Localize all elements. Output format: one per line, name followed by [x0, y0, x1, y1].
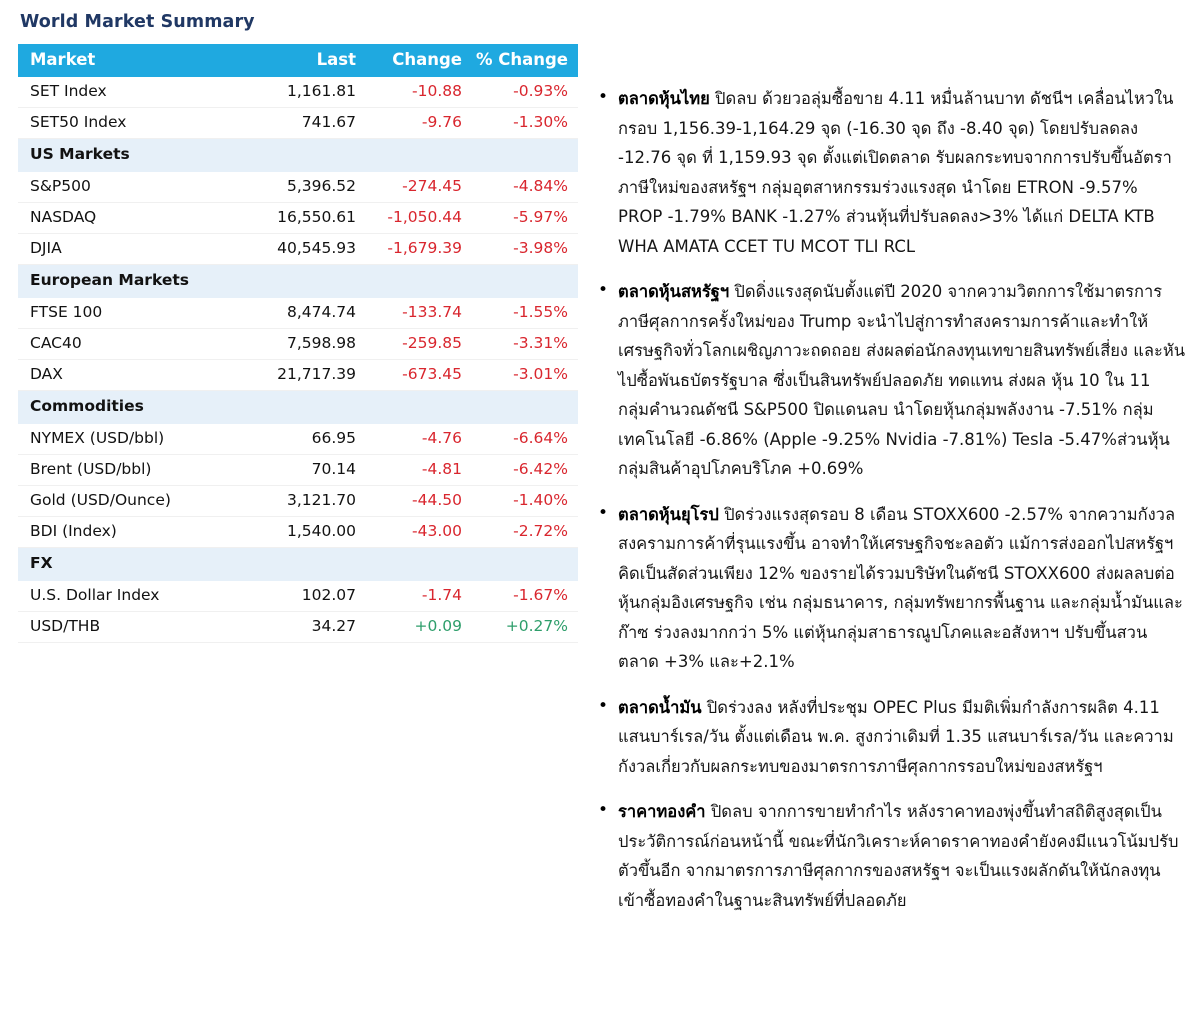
commentary-lead: ตลาดหุ้นไทย: [618, 89, 710, 108]
cell-market-name: CAC40: [18, 329, 250, 360]
cell-last: 34.27: [250, 612, 366, 643]
market-table-panel: [18, 12, 578, 643]
cell-market-name: NYMEX (USD/bbl): [18, 424, 250, 455]
commentary-list: [596, 84, 1186, 915]
table-row[interactable]: [18, 172, 578, 203]
cell-last: 1,540.00: [250, 517, 366, 548]
table-row[interactable]: [18, 77, 578, 108]
column-header-market: Market: [18, 44, 250, 77]
table-section-row: [18, 548, 578, 581]
cell-change: -10.88: [366, 77, 472, 108]
commentary-lead: ตลาดน้ำมัน: [618, 697, 702, 717]
cell-market-name: DAX: [18, 360, 250, 391]
cell-market-name: Brent (USD/bbl): [18, 455, 250, 486]
cell-pct-change: +0.27%: [472, 612, 578, 643]
cell-last: 1,161.81: [250, 77, 366, 108]
table-row[interactable]: [18, 203, 578, 234]
table-row[interactable]: [18, 424, 578, 455]
cell-pct-change: -0.93%: [472, 77, 578, 108]
cell-last: 7,598.98: [250, 329, 366, 360]
cell-change: +0.09: [366, 612, 472, 643]
cell-market-name: Gold (USD/Ounce): [18, 486, 250, 517]
cell-change: -4.76: [366, 424, 472, 455]
cell-market-name: USD/THB: [18, 612, 250, 643]
section-label: US Markets: [18, 139, 578, 172]
table-section-row: [18, 391, 578, 424]
table-row[interactable]: [18, 486, 578, 517]
table-row[interactable]: [18, 360, 578, 391]
table-header-row: [18, 44, 578, 77]
commentary-body: ปิดร่วงแรงสุดรอบ 8 เดือน STOXX600 -2.57% จากความกังวลสงครามการค้าที่รุนแรงขึ้น อาจทำให้เศรษฐกิจชะลอตัว แม้การส่งออกไปสหรัฐฯ คิดเป็นสัดส่วนเพียง 12% ของรายได้รวมบริษัทในดัชนี STOXX600 ส่งผลลบต่อหุ้นกลุ่มอิงเศรษฐกิจ เช่น กลุ่มธนาคาร, กลุ่มทรัพยากรพื้นฐาน และกลุ่มน้ำมันและก๊าซ ร่วงลงมากกว่า 5% แต่หุ้นกลุ่มสาธารณูปโภคและอสังหาฯ ปรับขึ้นสวนตลาด +3% และ+2.1%: [618, 504, 1183, 671]
commentary-body: ปิดลบ ด้วยวอลุ่มซื้อขาย 4.11 หมื่นล้านบาท ดัชนีฯ เคลื่อนไหวในกรอบ 1,156.39-1,164.29 จุด (-16.30 จุด ถึง -8.40 จุด) โดยปรับลดลง -12.76 จุด ที่ 1,159.93 จุด ตั้งแต่เปิดตลาด รับผลกระทบจากการปรับขึ้นอัตราภาษีใหม่ของสหรัฐฯ กลุ่มอุตสาหกรรมร่วงแรงสุด นำโดย ETRON -9.57% PROP -1.79% BANK -1.27% ส่วนหุ้นที่ปรับลดลง>3% ได้แก่ DELTA KTB WHA AMATA CCET TU MCOT TLI RCL: [618, 89, 1174, 256]
cell-pct-change: -4.84%: [472, 172, 578, 203]
cell-pct-change: -1.40%: [472, 486, 578, 517]
section-label: FX: [18, 548, 578, 581]
cell-market-name: FTSE 100: [18, 298, 250, 329]
table-row[interactable]: [18, 298, 578, 329]
table-row[interactable]: [18, 234, 578, 265]
cell-change: -274.45: [366, 172, 472, 203]
table-row[interactable]: [18, 329, 578, 360]
cell-market-name: NASDAQ: [18, 203, 250, 234]
commentary-lead: ตลาดหุ้นสหรัฐฯ: [618, 282, 730, 301]
cell-last: 40,545.93: [250, 234, 366, 265]
cell-pct-change: -5.97%: [472, 203, 578, 234]
cell-last: 66.95: [250, 424, 366, 455]
cell-change: -133.74: [366, 298, 472, 329]
cell-pct-change: -1.30%: [472, 108, 578, 139]
section-label: Commodities: [18, 391, 578, 424]
cell-change: -44.50: [366, 486, 472, 517]
cell-last: 16,550.61: [250, 203, 366, 234]
commentary-item: [596, 693, 1186, 782]
cell-pct-change: -2.72%: [472, 517, 578, 548]
cell-pct-change: -6.42%: [472, 455, 578, 486]
table-row[interactable]: [18, 581, 578, 612]
cell-pct-change: -1.67%: [472, 581, 578, 612]
commentary-item: [596, 797, 1186, 915]
cell-change: -9.76: [366, 108, 472, 139]
cell-pct-change: -3.31%: [472, 329, 578, 360]
cell-last: 8,474.74: [250, 298, 366, 329]
column-header-change: Change: [366, 44, 472, 77]
cell-market-name: SET Index: [18, 77, 250, 108]
cell-last: 102.07: [250, 581, 366, 612]
commentary-item: [596, 84, 1186, 261]
commentary-body: ปิดดิ่งแรงสุดนับตั้งแต่ปี 2020 จากความวิตกการใช้มาตรการภาษีศุลกากรครั้งใหม่ของ Trump จะนำไปสู่การทำสงครามการค้าและทำให้เศรษฐกิจทั่วโลกเผชิญภาวะถดถอย ส่งผลต่อนักลงทุนเทขายสินทรัพย์เสี่ยง และหันไปซื้อพันธบัตรรัฐบาล ซึ่งเป็นสินทรัพย์ปลอดภัย ทดแทน ส่งผล หุ้น 10 ใน 11 กลุ่มคำนวณดัชนี S&P500 ปิดแดนลบ นำโดยหุ้นกลุ่มพลังงาน -7.51% กลุ่มเทคโนโลยี -6.86% (Apple -9.25% Nvidia -7.81%) Tesla -5.47%ส่วนหุ้นกลุ่มสินค้าอุปโภคบริโภค +0.69%: [618, 282, 1186, 478]
commentary-item: [596, 500, 1186, 677]
page-title: World Market Summary: [20, 12, 255, 32]
cell-last: 21,717.39: [250, 360, 366, 391]
cell-change: -673.45: [366, 360, 472, 391]
table-row[interactable]: [18, 612, 578, 643]
cell-market-name: U.S. Dollar Index: [18, 581, 250, 612]
cell-market-name: BDI (Index): [18, 517, 250, 548]
cell-change: -259.85: [366, 329, 472, 360]
commentary-body: ปิดลบ จากการขายทำกำไร หลังราคาทองพุ่งขึ้นทำสถิติสูงสุดเป็นประวัติการณ์ก่อนหน้านี้ ขณะที่นักวิเคราะห์คาดราคาทองคำยังคงมีแนวโน้มปรับตัวขึ้นอีก จากมาตรการภาษีศุลกากรของสหรัฐฯ จะเป็นแรงผลักดันให้นักลงทุนเข้าซื้อทองคำในฐานะสินทรัพย์ที่ปลอดภัย: [618, 802, 1179, 910]
cell-last: 5,396.52: [250, 172, 366, 203]
table-row[interactable]: [18, 517, 578, 548]
cell-pct-change: -3.01%: [472, 360, 578, 391]
cell-change: -1.74: [366, 581, 472, 612]
table-section-row: [18, 139, 578, 172]
table-header: [18, 44, 578, 77]
column-header-pct-change: % Change: [472, 44, 578, 77]
commentary-lead: ราคาทองคำ: [618, 802, 706, 821]
commentary-item: [596, 277, 1186, 484]
section-label: European Markets: [18, 265, 578, 298]
cell-change: -1,679.39: [366, 234, 472, 265]
table-row[interactable]: [18, 455, 578, 486]
commentary-body: ปิดร่วงลง หลังที่ประชุม OPEC Plus มีมติเพิ่มกำลังการผลิต 4.11 แสนบาร์เรล/วัน ตั้งแต่เดือน พ.ค. สูงกว่าเดิมที่ 1.35 แสนบาร์เรล/วัน และความกังวลเกี่ยวกับผลกระทบของมาตรการภาษีศุลกากรรอบใหม่ของสหรัฐฯ: [618, 697, 1174, 776]
cell-last: 741.67: [250, 108, 366, 139]
commentary-panel: [596, 84, 1186, 931]
commentary-lead: ตลาดหุ้นยุโรป: [618, 504, 719, 524]
cell-market-name: S&P500: [18, 172, 250, 203]
table-row[interactable]: [18, 108, 578, 139]
cell-last: 70.14: [250, 455, 366, 486]
cell-change: -4.81: [366, 455, 472, 486]
cell-change: -1,050.44: [366, 203, 472, 234]
cell-pct-change: -1.55%: [472, 298, 578, 329]
table-section-row: [18, 265, 578, 298]
cell-market-name: SET50 Index: [18, 108, 250, 139]
world-market-table: [18, 44, 578, 643]
cell-change: -43.00: [366, 517, 472, 548]
cell-market-name: DJIA: [18, 234, 250, 265]
column-header-last: Last: [250, 44, 366, 77]
table-body: [18, 77, 578, 643]
cell-pct-change: -6.64%: [472, 424, 578, 455]
cell-last: 3,121.70: [250, 486, 366, 517]
cell-pct-change: -3.98%: [472, 234, 578, 265]
